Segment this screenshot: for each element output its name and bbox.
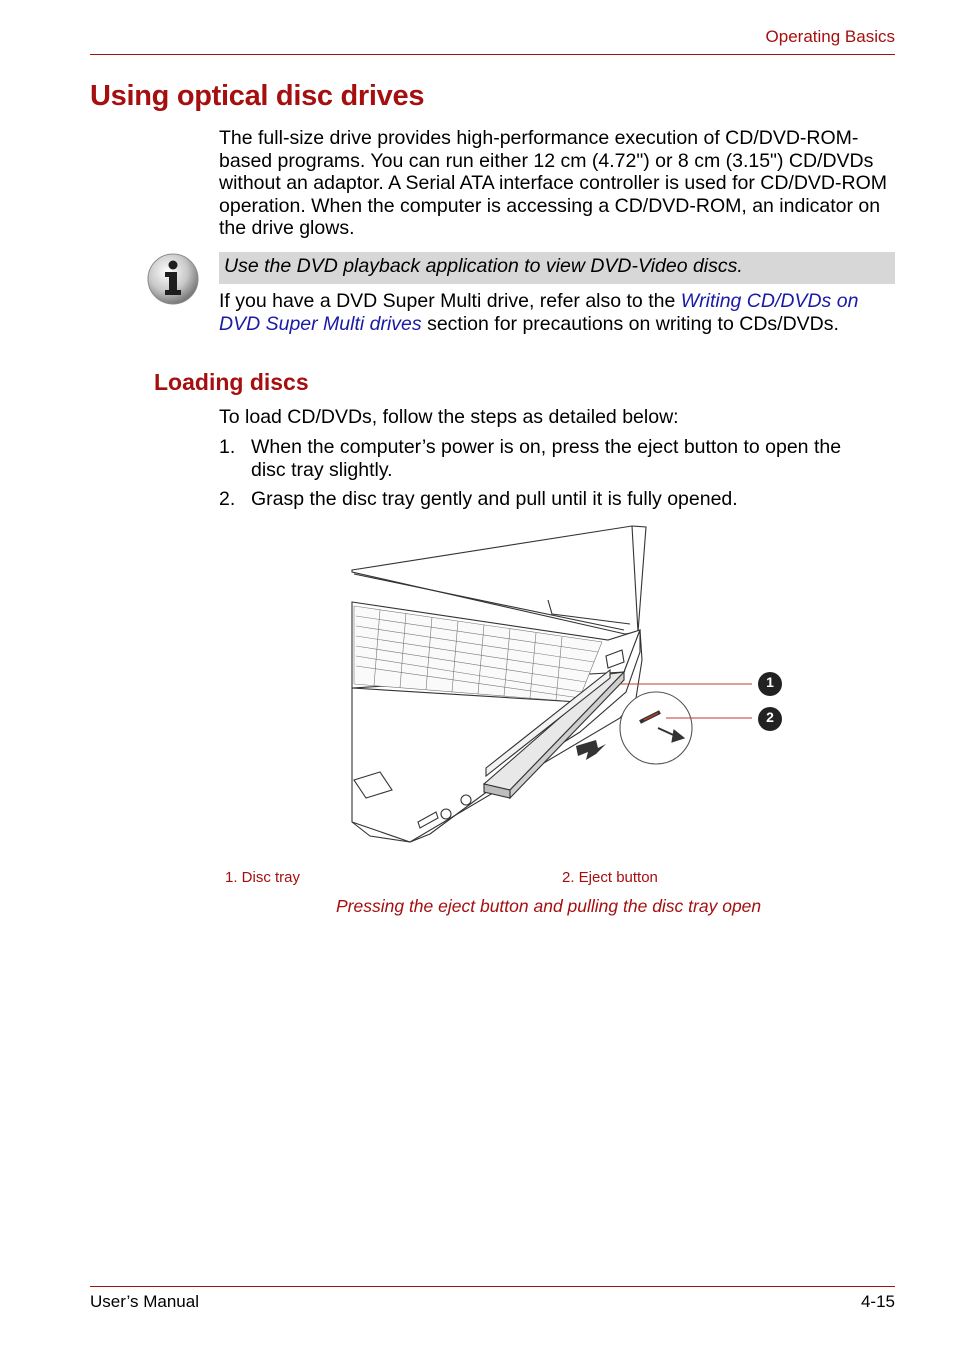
writing-cd-dvds-link[interactable]: Writing CD/DVDs on DVD Super Multi drives [219, 290, 859, 335]
step-2-number: 2. [219, 488, 236, 510]
callout-2-badge: 2 [766, 709, 774, 725]
note-text: Use the DVD playback application to view DVD-Video discs. [224, 255, 743, 277]
reference-text-after: section for precautions on writing to CDs/DVDs. [421, 312, 839, 335]
steps-intro: To load CD/DVDs, follow the steps as detailed below: [219, 406, 679, 428]
reference-paragraph [219, 290, 894, 335]
figure-caption: Pressing the eject button and pulling the disc tray open [336, 896, 762, 916]
note-box [219, 252, 895, 284]
page-number: 4-15 [860, 1292, 895, 1311]
reference-text-before: If you have a DVD Super Multi drive, refer also to the [219, 290, 681, 312]
header-rule [90, 54, 895, 55]
label-eject-button: 2. Eject button [562, 869, 658, 886]
info-icon [146, 252, 200, 306]
step-2-text: Grasp the disc tray gently and pull until it is fully opened. [251, 488, 738, 510]
footer-rule [90, 1286, 895, 1287]
section-heading: Loading discs [154, 369, 309, 395]
running-header: Operating Basics [765, 27, 895, 46]
label-disc-tray: 1. Disc tray [225, 869, 301, 886]
footer-manual-title: User’s Manual [90, 1292, 199, 1311]
callout-1-badge: 1 [766, 674, 774, 690]
disc-tray-illustration [340, 522, 800, 864]
intro-paragraph: The full-size drive provides high-performance execution of CD/DVD-ROM-based programs. You can run either 12 cm (4.72") or 8 cm (3.15") CD/DVDs without an adaptor. A Serial ATA interface controller is used for CD/DVD-ROM operation. When the computer is accessing a CD/DVD-ROM, an indicator on the drive glows. [219, 127, 887, 239]
step-1-text: When the computer’s power is on, press the eject button to open the disc tray slightly. [251, 436, 842, 481]
page-title: Using optical disc drives [90, 80, 425, 112]
step-1-number: 1. [219, 436, 236, 458]
